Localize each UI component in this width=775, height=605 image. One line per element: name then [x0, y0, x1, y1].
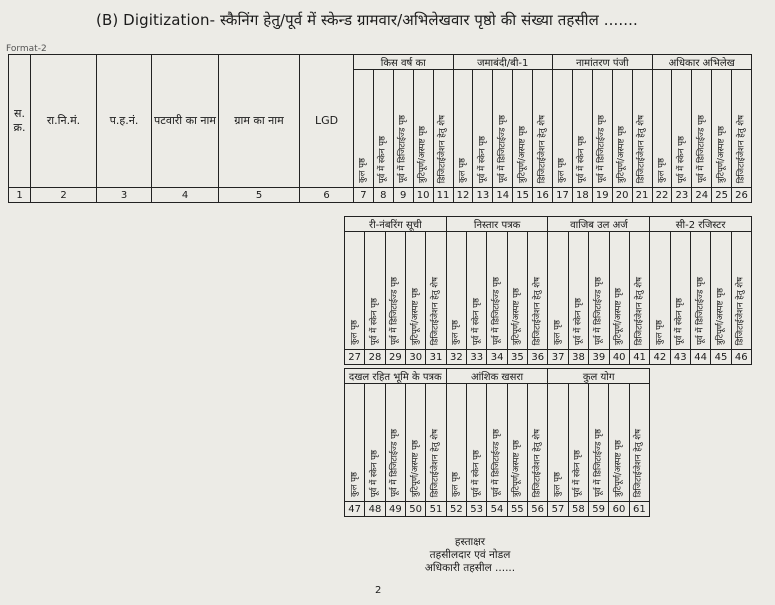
group-header: किस वर्ष का — [354, 55, 454, 70]
header-patwari: पटवारी का नाम — [152, 55, 219, 188]
column-number: 26 — [732, 188, 752, 203]
format-label: Format-2 — [6, 44, 47, 54]
subheader-cell — [568, 232, 588, 350]
column-number: 40 — [609, 350, 629, 365]
column-number-row — [9, 188, 752, 203]
column-number: 59 — [589, 502, 609, 517]
subheader-label: कुल पृष्ठ — [450, 320, 461, 345]
group-header: निस्तार पत्रक — [446, 217, 548, 232]
column-number: 54 — [487, 502, 507, 517]
subheader-cell — [365, 232, 385, 350]
subheader-label: डिजिटाईजेशन हेतु शेष — [634, 276, 645, 345]
subheader-cell — [426, 384, 446, 502]
subheader-cell — [446, 384, 466, 502]
subheader-label: डिजिटाईजेशन हेतु शेष — [736, 114, 747, 183]
column-number: 56 — [527, 502, 547, 517]
subheader-label: डिजिटाईजेशन हेतु शेष — [532, 276, 543, 345]
column-number: 31 — [426, 350, 446, 365]
column-number: 33 — [467, 350, 487, 365]
subheader-cell — [692, 70, 712, 188]
column-number: 41 — [629, 350, 649, 365]
subheader-cell — [413, 70, 433, 188]
column-number: 57 — [548, 502, 568, 517]
subheader-label: कुल पृष्ठ — [450, 472, 461, 497]
column-number: 49 — [385, 502, 405, 517]
subheader-label: त्रुटिपूर्ण/अस्पष्ट पृष्ठ — [613, 439, 624, 497]
column-number-row — [345, 350, 752, 365]
column-number: 53 — [466, 502, 486, 517]
subheader-cell — [672, 70, 692, 188]
subheader-cell — [507, 384, 527, 502]
column-number: 19 — [592, 188, 612, 203]
subheader-cell — [533, 70, 553, 188]
block2-table — [344, 216, 752, 365]
subheader-label: त्रुटिपूर्ण/अस्पष्ट पृष्ठ — [410, 439, 421, 497]
subheader-cell — [405, 384, 425, 502]
subheader-cell — [609, 384, 629, 502]
subheader-cell — [589, 232, 609, 350]
column-number: 47 — [345, 502, 365, 517]
group-header: री-नंबरिंग सूची — [345, 217, 447, 232]
subheader-cell — [553, 70, 573, 188]
subheader-cell — [406, 232, 426, 350]
column-number: 38 — [568, 350, 588, 365]
subheader-label: डिजिटाईजेशन हेतु शेष — [537, 114, 548, 183]
column-number: 6 — [300, 188, 354, 203]
group-header: नामांतरण पंजी — [553, 55, 652, 70]
subheader-cell — [548, 384, 568, 502]
subheader-cell — [612, 70, 632, 188]
subheader-label: पूर्व में स्केन पृष्ठ — [471, 297, 482, 345]
column-number: 42 — [650, 350, 670, 365]
subheader-cell — [732, 70, 752, 188]
subheader-cell — [711, 232, 731, 350]
column-number: 20 — [612, 188, 632, 203]
column-number: 16 — [533, 188, 553, 203]
column-number: 43 — [670, 350, 690, 365]
subheader-label: पूर्व में डिजिटाईज्ड पृष्ठ — [596, 115, 607, 183]
column-number: 1 — [9, 188, 31, 203]
subheader-label: पूर्व में स्केन पृष्ठ — [369, 297, 380, 345]
header-village: ग्राम का नाम — [219, 55, 300, 188]
subheader-cell — [466, 384, 486, 502]
subheader-label: पूर्व में डिजिटाईज्ड पृष्ठ — [593, 277, 604, 345]
subheader-label: कुल पृष्ठ — [556, 158, 567, 183]
column-number: 5 — [219, 188, 300, 203]
subheader-cell — [345, 384, 365, 502]
subheader-label: कुल पृष्ठ — [656, 158, 667, 183]
subheader-cell — [652, 70, 672, 188]
header-phn: प.ह.नं. — [97, 55, 152, 188]
column-number: 2 — [31, 188, 97, 203]
subheader-cell — [345, 232, 365, 350]
subheader-label: पूर्व में डिजिटाईज्ड पृष्ठ — [593, 429, 604, 497]
subheader-cell — [548, 232, 568, 350]
header-lgd: LGD — [300, 55, 354, 188]
signature-line: हस्ताक्षर — [454, 536, 486, 548]
group-header: जमाबंदी/बी-1 — [453, 55, 553, 70]
column-number: 21 — [632, 188, 652, 203]
subheader-label: कुल पृष्ठ — [457, 158, 468, 183]
subheader-cell — [487, 384, 507, 502]
subheader-label: डिजिटाईजेशन हेतु शेष — [735, 276, 746, 345]
subheader-label: पूर्व में स्केन पृष्ठ — [377, 135, 388, 183]
column-number: 50 — [405, 502, 425, 517]
column-number: 30 — [406, 350, 426, 365]
subheader-label: डिजिटाईजेशन हेतु शेष — [633, 428, 644, 497]
subheader-label: कुल पृष्ठ — [552, 320, 563, 345]
subheader-cell — [712, 70, 732, 188]
subheader-label: त्रुटिपूर्ण/अस्पष्ट पृष्ठ — [511, 287, 522, 345]
column-number: 34 — [487, 350, 507, 365]
subheader-cell — [629, 232, 649, 350]
block3-table — [344, 368, 650, 517]
subheader-label: डिजिटाईजेशन हेतु शेष — [532, 428, 543, 497]
subheader-label: पूर्व में स्केन पृष्ठ — [471, 449, 482, 497]
subheader-cell — [373, 70, 393, 188]
group-header: दखल रहित भूमि के पत्रक — [345, 369, 447, 384]
subheader-cell — [467, 232, 487, 350]
subheader-label: पूर्व में डिजिटाईज्ड पृष्ठ — [497, 115, 508, 183]
subheader-label: कुल पृष्ठ — [357, 158, 368, 183]
column-number: 60 — [609, 502, 629, 517]
subheader-label: कुल पृष्ठ — [349, 472, 360, 497]
subheader-cell — [513, 70, 533, 188]
subheader-label: पूर्व में स्केन पृष्ठ — [572, 449, 583, 497]
subheader-label: पूर्व में डिजिटाईज्ड पृष्ठ — [397, 115, 408, 183]
column-number: 14 — [493, 188, 513, 203]
subheader-label: त्रुटिपूर्ण/अस्पष्ट पृष्ठ — [517, 125, 528, 183]
subheader-label: त्रुटिपूर्ण/अस्पष्ट पृष्ठ — [410, 287, 421, 345]
column-number: 44 — [690, 350, 710, 365]
subheader-label: त्रुटिपूर्ण/अस्पष्ट पृष्ठ — [511, 439, 522, 497]
subheader-cell — [365, 384, 385, 502]
column-number-row — [345, 502, 650, 517]
subheader-label: त्रुटिपूर्ण/अस्पष्ट पृष्ठ — [716, 125, 727, 183]
subheader-label: त्रुटिपूर्ण/अस्पष्ट पृष्ठ — [715, 287, 726, 345]
header-sno: स. क्र. — [9, 55, 31, 188]
column-number: 22 — [652, 188, 672, 203]
column-number: 52 — [446, 502, 466, 517]
subheader-label: त्रुटिपूर्ण/अस्पष्ट पृष्ठ — [613, 287, 624, 345]
column-number: 10 — [413, 188, 433, 203]
subheader-label: पूर्व में स्केन पृष्ठ — [576, 135, 587, 183]
column-number: 3 — [97, 188, 152, 203]
column-number: 27 — [345, 350, 365, 365]
subheader-label: पूर्व में स्केन पृष्ठ — [676, 135, 687, 183]
subheader-label: पूर्व में स्केन पृष्ठ — [674, 297, 685, 345]
subheader-cell — [453, 70, 473, 188]
subheader-label: त्रुटिपूर्ण/अस्पष्ट पृष्ठ — [417, 125, 428, 183]
column-number: 61 — [629, 502, 649, 517]
column-number: 37 — [548, 350, 568, 365]
group-header: सी-2 रजिस्टर — [650, 217, 752, 232]
subheader-label: पूर्व में स्केन पृष्ठ — [573, 297, 583, 345]
header-rni: रा.नि.मं. — [31, 55, 97, 188]
subheader-label: पूर्व में स्केन पृष्ठ — [477, 135, 488, 183]
subheader-label: पूर्व में डिजिटाईज्ड पृष्ठ — [491, 277, 502, 345]
column-number: 55 — [507, 502, 527, 517]
subheader-cell — [433, 70, 453, 188]
column-number: 7 — [354, 188, 374, 203]
column-number: 8 — [373, 188, 393, 203]
subheader-cell — [487, 232, 507, 350]
column-number: 12 — [453, 188, 473, 203]
column-number: 11 — [433, 188, 453, 203]
page-title: (B) Digitization- स्कैनिंग हेतु/पूर्व में स्केन्ड ग्रामवार/अभिलेखवार पृष्ठो की संख्या तहसील ....... — [96, 11, 638, 29]
subheader-label: पूर्व में डिजिटाईज्ड पृष्ठ — [389, 429, 400, 497]
column-number: 4 — [152, 188, 219, 203]
subheader-label: डिजिटाईजेशन हेतु शेष — [430, 276, 441, 345]
signature-line: अधिकारी तहसील ...... — [424, 562, 516, 574]
subheader-cell — [690, 232, 710, 350]
subheader-cell — [632, 70, 652, 188]
subheader-label: कुल पृष्ठ — [349, 320, 360, 345]
subheader-label: पूर्व में डिजिटाईज्ड पृष्ठ — [696, 115, 707, 183]
column-number: 24 — [692, 188, 712, 203]
column-number: 13 — [473, 188, 493, 203]
column-number: 17 — [553, 188, 573, 203]
subheader-cell — [527, 384, 547, 502]
subheader-label: डिजिटाईजेशन हेतु शेष — [437, 114, 448, 183]
column-number: 18 — [572, 188, 592, 203]
column-number: 23 — [672, 188, 692, 203]
subheader-cell — [650, 232, 670, 350]
subheader-cell — [473, 70, 493, 188]
subheader-cell — [592, 70, 612, 188]
main-table — [8, 54, 752, 203]
subheader-label: डिजिटाईजेशन हेतु शेष — [430, 428, 441, 497]
subheader-cell — [507, 232, 527, 350]
subheader-cell — [528, 232, 548, 350]
subheader-label: पूर्व में स्केन पृष्ठ — [369, 449, 380, 497]
subheader-cell — [426, 232, 446, 350]
group-header: अधिकार अभिलेख — [652, 55, 751, 70]
subheader-label: कुल पृष्ठ — [654, 320, 665, 345]
column-number: 36 — [528, 350, 548, 365]
subheader-label: कुल पृष्ठ — [552, 472, 563, 497]
subheader-cell — [354, 70, 374, 188]
page-number: 2 — [375, 585, 382, 596]
signature-block — [405, 536, 535, 575]
subheader-cell — [446, 232, 466, 350]
column-number: 35 — [507, 350, 527, 365]
subheader-cell — [568, 384, 588, 502]
subheader-label: पूर्व में डिजिटाईज्ड पृष्ठ — [389, 277, 400, 345]
column-number: 9 — [393, 188, 413, 203]
subheader-cell — [629, 384, 649, 502]
column-number: 39 — [589, 350, 609, 365]
subheader-row — [345, 232, 752, 350]
column-number: 32 — [446, 350, 466, 365]
column-number: 58 — [568, 502, 588, 517]
signature-line: तहसीलदार एवं नोडल — [429, 549, 511, 561]
column-number: 45 — [711, 350, 731, 365]
subheader-row — [345, 384, 650, 502]
group-header: आंशिक खसरा — [446, 369, 548, 384]
group-header: कुल योग — [548, 369, 650, 384]
subheader-label: पूर्व में डिजिटाईज्ड पृष्ठ — [491, 429, 502, 497]
column-number: 25 — [712, 188, 732, 203]
subheader-cell — [670, 232, 690, 350]
subheader-label: त्रुटिपूर्ण/अस्पष्ट पृष्ठ — [616, 125, 627, 183]
subheader-label: डिजिटाईजेशन हेतु शेष — [636, 114, 647, 183]
column-number: 15 — [513, 188, 533, 203]
group-header: वाजिब उल अर्ज — [548, 217, 650, 232]
column-number: 51 — [426, 502, 446, 517]
subheader-cell — [731, 232, 751, 350]
column-number: 48 — [365, 502, 385, 517]
subheader-cell — [385, 232, 405, 350]
subheader-cell — [589, 384, 609, 502]
subheader-cell — [385, 384, 405, 502]
subheader-label: पूर्व में डिजिटाईज्ड पृष्ठ — [695, 277, 706, 345]
subheader-cell — [393, 70, 413, 188]
column-number: 28 — [365, 350, 385, 365]
column-number: 46 — [731, 350, 751, 365]
subheader-cell — [609, 232, 629, 350]
subheader-cell — [493, 70, 513, 188]
column-number: 29 — [385, 350, 405, 365]
subheader-cell — [572, 70, 592, 188]
